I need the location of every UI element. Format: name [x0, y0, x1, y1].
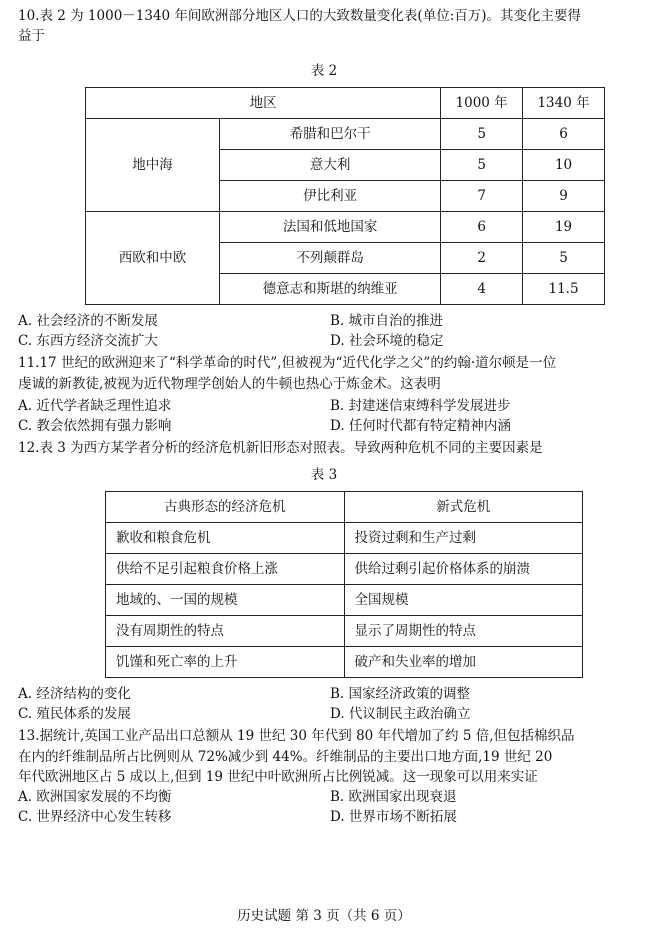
table-3-cell-classic: 没有周期性的特点: [106, 615, 345, 646]
question-13-option-c[interactable]: C. 世界经济中心发生转移: [18, 809, 172, 826]
table-3-cell-classic: 饥馑和死亡率的上升: [106, 646, 345, 677]
question-11-stem: [18, 353, 630, 394]
table-3-cell-new: 投资过剩和生产过剩: [344, 522, 583, 553]
table-2-header-row: [86, 87, 605, 118]
question-12-option-b[interactable]: B. 国家经济政策的调整: [330, 685, 471, 702]
question-13-stem-line1: 13.据统计,英国工业产品出口总额从 19 世纪 30 年代到 80 年代增加了约 5 倍,但包括棉织品: [18, 728, 575, 745]
question-13-stem: [18, 726, 630, 787]
table-2-cell-1000: 6: [441, 211, 523, 242]
question-10-option-a[interactable]: A. 社会经济的不断发展: [18, 312, 158, 329]
table-3-cell-classic: 歉收和粮食危机: [106, 522, 345, 553]
question-10-stem-line1: 10.表 2 为 1000－1340 年间欧洲部分地区人口的大致数量变化表(单位:百万)。其变化主要得: [18, 8, 582, 24]
table-3-cell-new: 供给过剩引起价格体系的崩溃: [344, 553, 583, 584]
question-10-stem: [18, 6, 630, 47]
table-2-cell-name: 德意志和斯堪的纳维亚: [220, 273, 441, 304]
question-10-stem-line2: 益于: [18, 28, 45, 45]
table-2-cell-1000: 7: [441, 180, 523, 211]
table-3-cell-classic: 供给不足引起粮食价格上涨: [106, 553, 345, 584]
table-3-header-row: [106, 491, 583, 522]
question-12-option-c[interactable]: C. 殖民体系的发展: [18, 706, 131, 722]
table-row: [86, 118, 605, 149]
table-2-cell-1000: 4: [441, 273, 523, 304]
table-2-group-mediterranean: 地中海: [86, 118, 220, 211]
question-12-option-a[interactable]: A. 经济结构的变化: [18, 685, 131, 702]
question-12: [18, 438, 630, 724]
question-11: [18, 353, 630, 436]
table-row: [106, 553, 583, 584]
table-3-header-classic: 古典形态的经济危机: [106, 491, 345, 522]
table-2-header-1340: 1340 年: [523, 87, 605, 118]
table-3-cell-new: 显示了周期性的特点: [344, 615, 583, 646]
question-11-option-c[interactable]: C. 教会依然拥有强力影响: [18, 418, 172, 434]
question-11-stem-line1: 11.17 世纪的欧洲迎来了“科学革命的时代”,但被视为“近代化学之父”的约翰·道尔顿是一位: [18, 355, 557, 372]
table-3-caption: 表 3: [310, 466, 338, 483]
question-13-options: [18, 787, 630, 828]
question-12-stem: 12.表 3 为西方某学者分析的经济危机新旧形态对照表。导致两种危机不同的主要因素是: [18, 440, 543, 457]
question-13-option-d[interactable]: D. 世界市场不断拓展: [330, 809, 457, 826]
question-10-option-d[interactable]: D. 社会环境的稳定: [330, 333, 444, 349]
question-13-option-a[interactable]: A. 欧洲国家发展的不均衡: [18, 789, 172, 805]
table-row: [106, 522, 583, 553]
question-11-stem-line2: 虔诚的新教徒,被视为近代物理学创始人的牛顿也热心于炼金术。这表明: [18, 375, 441, 392]
table-2: [85, 87, 605, 305]
question-13-stem-line3: 年代欧洲地区占 5 成以上,但到 19 世纪中叶欧洲所占比例锐减。这一现象可以用来实证: [18, 768, 538, 785]
table-3-cell-new: 全国规模: [344, 584, 583, 615]
table-2-cell-1000: 5: [441, 118, 523, 149]
table-3: [105, 491, 583, 678]
table-2-cell-name: 法国和低地国家: [220, 211, 441, 242]
table-2-caption: 表 2: [310, 62, 338, 79]
table-2-cell-1340: 5: [523, 242, 605, 273]
question-13-stem-line2: 在内的纤维制品所占比例则从 72%减少到 44%。纤维制品的主要出口地方面,19 世纪 20: [18, 748, 553, 765]
table-2-cell-1340: 9: [523, 180, 605, 211]
table-2-cell-name: 伊比利亚: [220, 180, 441, 211]
table-2-cell-name: 意大利: [220, 149, 441, 180]
question-10-option-b[interactable]: B. 城市自治的推进: [330, 312, 444, 329]
table-2-header-region: 地区: [86, 87, 441, 118]
table-2-cell-1000: 2: [441, 242, 523, 273]
question-13: [18, 726, 630, 827]
table-2-cell-name: 不列颠群岛: [220, 242, 441, 273]
question-13-option-b[interactable]: B. 欧洲国家出现衰退: [330, 789, 457, 805]
table-2-cell-1340: 11.5: [523, 273, 605, 304]
question-11-options: [18, 396, 630, 437]
table-2-cell-1340: 19: [523, 211, 605, 242]
table-row: [86, 211, 605, 242]
question-10-options: [18, 311, 630, 352]
table-2-group-western-central-europe: 西欧和中欧: [86, 211, 220, 304]
question-11-option-d[interactable]: D. 任何时代都有特定精神内涵: [330, 418, 511, 434]
question-11-option-a[interactable]: A. 近代学者缺乏理性追求: [18, 397, 172, 414]
question-10-option-c[interactable]: C. 东西方经济交流扩大: [18, 333, 158, 349]
question-12-options: [18, 684, 630, 725]
table-2-cell-1340: 10: [523, 149, 605, 180]
table-3-cell-new: 破产和失业率的增加: [344, 646, 583, 677]
table-row: [106, 615, 583, 646]
table-3-cell-classic: 地域的、一国的规模: [106, 584, 345, 615]
page-footer: 历史试题 第 3 页（共 6 页）: [237, 908, 411, 924]
table-row: [106, 584, 583, 615]
table-2-cell-name: 希腊和巴尔干: [220, 118, 441, 149]
question-10: [18, 6, 630, 351]
table-2-cell-1340: 6: [523, 118, 605, 149]
table-2-header-1000: 1000 年: [441, 87, 523, 118]
question-12-option-d[interactable]: D. 代议制民主政治确立: [330, 706, 471, 722]
table-2-cell-1000: 5: [441, 149, 523, 180]
table-3-header-new: 新式危机: [344, 491, 583, 522]
question-11-option-b[interactable]: B. 封建迷信束缚科学发展进步: [330, 397, 511, 414]
table-row: [106, 646, 583, 677]
